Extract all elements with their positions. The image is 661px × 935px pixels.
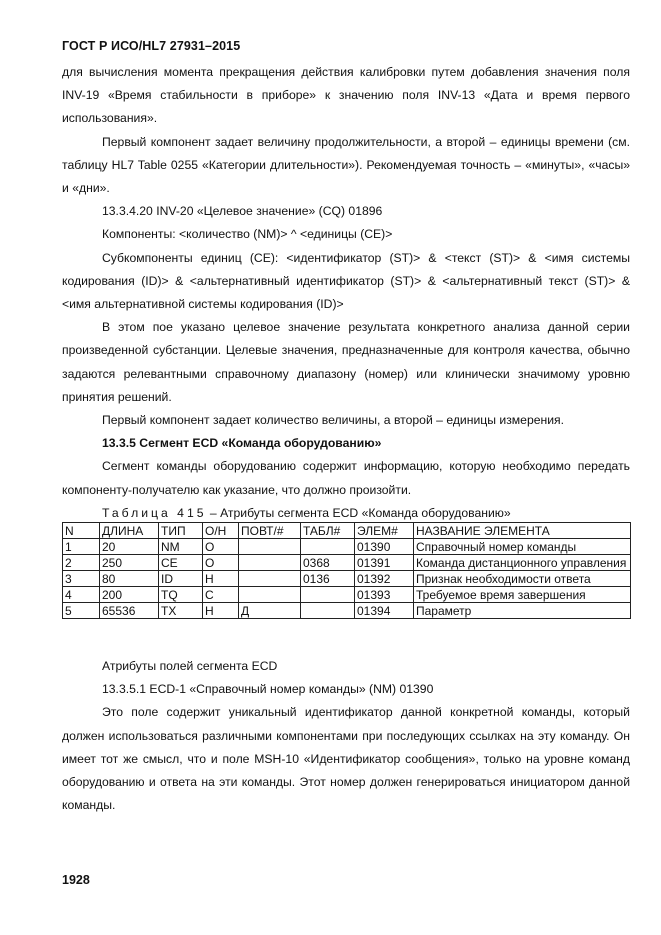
header-cell: N	[63, 523, 100, 539]
table-row	[63, 571, 631, 587]
table-cell	[239, 539, 301, 555]
standard-header: ГОСТ Р ИСО/HL7 27931–2015	[62, 39, 241, 53]
table-cell: 01390	[355, 539, 414, 555]
header-cell: НАЗВАНИЕ ЭЛЕМЕНТА	[414, 523, 631, 539]
body-text-top	[62, 61, 630, 525]
header-cell: ДЛИНА	[100, 523, 159, 539]
table-cell: Д	[239, 603, 301, 619]
table-cell	[239, 571, 301, 587]
table-cell: 200	[100, 587, 159, 603]
table-cell	[301, 539, 355, 555]
table-cell	[239, 555, 301, 571]
table-cell: 0368	[301, 555, 355, 571]
table-cell	[301, 603, 355, 619]
table-row	[63, 603, 631, 619]
table-cell: Справочный номер команды	[414, 539, 631, 555]
table-row	[63, 587, 631, 603]
table-cell: Параметр	[414, 603, 631, 619]
table-cell: 01394	[355, 603, 414, 619]
paragraph-components: Компоненты: <количество (NM)> ^ <единицы (CE)>	[102, 227, 393, 242]
table-cell: 01391	[355, 555, 414, 571]
table-cell: 250	[100, 555, 159, 571]
table-cell: О	[203, 539, 239, 555]
table-cell: О	[203, 555, 239, 571]
table-cell: Н	[203, 603, 239, 619]
table-cell: Н	[203, 571, 239, 587]
table-cell	[239, 587, 301, 603]
table-cell: TX	[159, 603, 203, 619]
table-header-row	[63, 523, 631, 539]
paragraph-first-component: Первый компонент задает количество величины, а второй – единицы измерения.	[102, 413, 565, 428]
table-cell: 80	[100, 571, 159, 587]
paragraph-components-time: Первый компонент задает величину продолжительности, а второй – единицы времени (см. таблицу HL7 Table 0255 «Категории длительности»). Рекомендуемая точность – «минуты», «часы» и «дни».	[62, 134, 630, 196]
header-cell: ПОВТ/#	[239, 523, 301, 539]
table-cell: 0136	[301, 571, 355, 587]
table-caption-title: – Атрибуты сегмента ECD «Команда оборудованию»	[209, 505, 511, 520]
table-cell: 2	[63, 555, 100, 571]
body-text-bottom	[62, 655, 630, 817]
paragraph-ecd-description: Сегмент команды оборудованию содержит информацию, которую необходимо передать компоненту-получателю как указание, что должно произойти.	[62, 459, 630, 497]
page-number: 1928	[62, 873, 90, 887]
table-cell: 20	[100, 539, 159, 555]
subsection-heading-ecd1: 13.3.5.1 ECD-1 «Справочный номер команды» (NM) 01390	[102, 682, 434, 697]
paragraph-field-attributes: Атрибуты полей сегмента ECD	[102, 659, 278, 673]
table-cell: NM	[159, 539, 203, 555]
table-cell: 01392	[355, 571, 414, 587]
paragraph-continuation: для вычисления момента прекращения действия калибровки путем добавления значения поля INV-19 «Время стабильности в приборе» к значению поля INV-13 «Дата и время первого использования».	[62, 65, 630, 126]
ecd-attributes-table	[62, 522, 631, 619]
table-row	[63, 555, 631, 571]
table-cell: 4	[63, 587, 100, 603]
paragraph-target-value: В этом пое указано целевое значение результата конкретного анализа данной серии произведенной субстанции. Целевые значения, предназначенные для контроля качества, обычно задаются релевантными справочному диапазону (номер) или клинически значимому уровню принятия решений.	[62, 320, 630, 404]
subsection-heading-inv20: 13.3.4.20 INV-20 «Целевое значение» (CQ) 01896	[102, 204, 383, 219]
header-cell: ЭЛЕМ#	[355, 523, 414, 539]
table-cell: 01393	[355, 587, 414, 603]
table-cell: 3	[63, 571, 100, 587]
paragraph-subcomponents: Субкомпоненты единиц (CE): <идентификатор (ST)> & <текст (ST)> & <имя системы кодирования (ID)> & <альтернативный идентификатор (ST)> & <альтернативный текст (ST)> & <имя альтернативной системы кодирования (ID)>	[62, 250, 630, 312]
header-cell: ТАБЛ#	[301, 523, 355, 539]
table-cell: 65536	[100, 603, 159, 619]
table-cell: Признак необходимости ответа	[414, 571, 631, 587]
table-cell	[301, 587, 355, 603]
table-cell: 1	[63, 539, 100, 555]
table-cell: TQ	[159, 587, 203, 603]
table-caption-number: Таблица 415	[102, 505, 207, 520]
table-cell: ID	[159, 571, 203, 587]
table-cell: CE	[159, 555, 203, 571]
table-row	[63, 539, 631, 555]
table-cell: Команда дистанционного управления	[414, 555, 631, 571]
paragraph-ecd1-description: Это поле содержит уникальный идентификатор данной конкретной команды, который должен использоваться различными компонентами при последующих ссылках на эту команду. Он имеет тот же смысл, что и поле MSH-10 «Идентификатор сообщения», только на уровне команд оборудованию и ответа на эти команды. Этот номер должен генерироваться инициатором данной команды.	[62, 705, 630, 813]
table-cell: Требуемое время завершения	[414, 587, 631, 603]
header-cell: О/Н	[203, 523, 239, 539]
header-cell: ТИП	[159, 523, 203, 539]
table-cell: 5	[63, 603, 100, 619]
section-heading-ecd: 13.3.5 Сегмент ECD «Команда оборудованию»	[102, 436, 382, 451]
table-cell: С	[203, 587, 239, 603]
